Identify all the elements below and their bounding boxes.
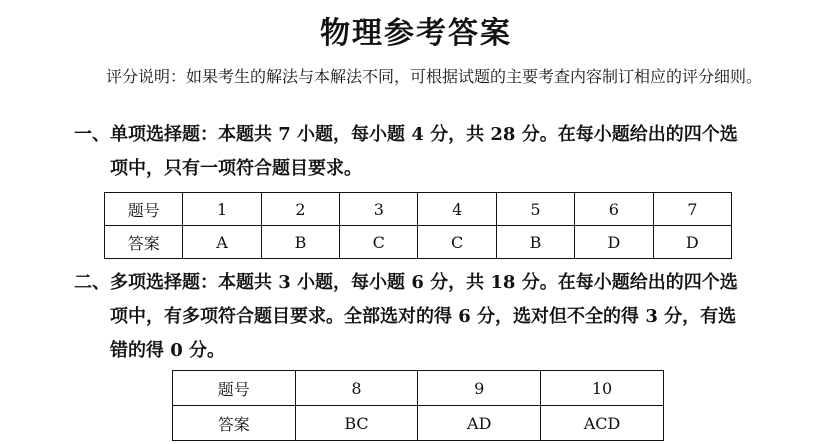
- row-label-answer: 答案: [173, 406, 296, 441]
- page-title: 物理参考答案: [320, 16, 512, 51]
- question-cell: 2: [261, 193, 339, 226]
- table-row-answers: [105, 226, 732, 259]
- section-text-line-1: 多项选择题：本题共 3 小题，每小题 6 分，共 18 分。在每小题给出的四个选: [110, 272, 738, 293]
- row-label-question: 题号: [105, 193, 183, 226]
- question-cell: 7: [653, 193, 731, 226]
- question-cell: 5: [496, 193, 574, 226]
- section-text-line-1: 单项选择题：本题共 7 小题，每小题 4 分，共 28 分。在每小题给出的四个选: [110, 124, 738, 145]
- answer-cell: D: [575, 226, 653, 259]
- question-cell: 8: [295, 371, 418, 406]
- answer-cell: BC: [295, 406, 418, 441]
- answer-cell: A: [183, 226, 261, 259]
- row-label-question: 题号: [173, 371, 296, 406]
- answer-cell: B: [261, 226, 339, 259]
- question-cell: 1: [183, 193, 261, 226]
- table-row-question-numbers: [173, 371, 664, 406]
- question-cell: 10: [541, 371, 664, 406]
- scoring-note: 评分说明：如果考生的解法与本解法不同，可根据试题的主要考查内容制订相应的评分细则。: [106, 67, 763, 86]
- single-choice-answer-table: [104, 192, 732, 259]
- section-text-line-2: 项中，只有一项符合题目要求。: [110, 158, 362, 179]
- table-row-answers: [173, 406, 664, 441]
- section-text-line-3: 错的得 0 分。: [110, 340, 226, 361]
- answer-cell: C: [418, 226, 496, 259]
- answer-cell: B: [496, 226, 574, 259]
- question-cell: 3: [340, 193, 418, 226]
- section-single-choice: [74, 118, 774, 186]
- section-multiple-choice: [74, 266, 774, 368]
- section-number: 二、: [74, 272, 110, 293]
- question-cell: 6: [575, 193, 653, 226]
- section-number: 一、: [74, 124, 110, 145]
- answer-cell: D: [653, 226, 731, 259]
- answer-cell: C: [340, 226, 418, 259]
- multiple-choice-answer-table: [172, 370, 664, 441]
- question-cell: 9: [418, 371, 541, 406]
- row-label-answer: 答案: [105, 226, 183, 259]
- section-text-line-2: 项中，有多项符合题目要求。全部选对的得 6 分，选对但不全的得 3 分，有选: [110, 306, 737, 327]
- table-row-question-numbers: [105, 193, 732, 226]
- answer-cell: AD: [418, 406, 541, 441]
- question-cell: 4: [418, 193, 496, 226]
- answer-cell: ACD: [541, 406, 664, 441]
